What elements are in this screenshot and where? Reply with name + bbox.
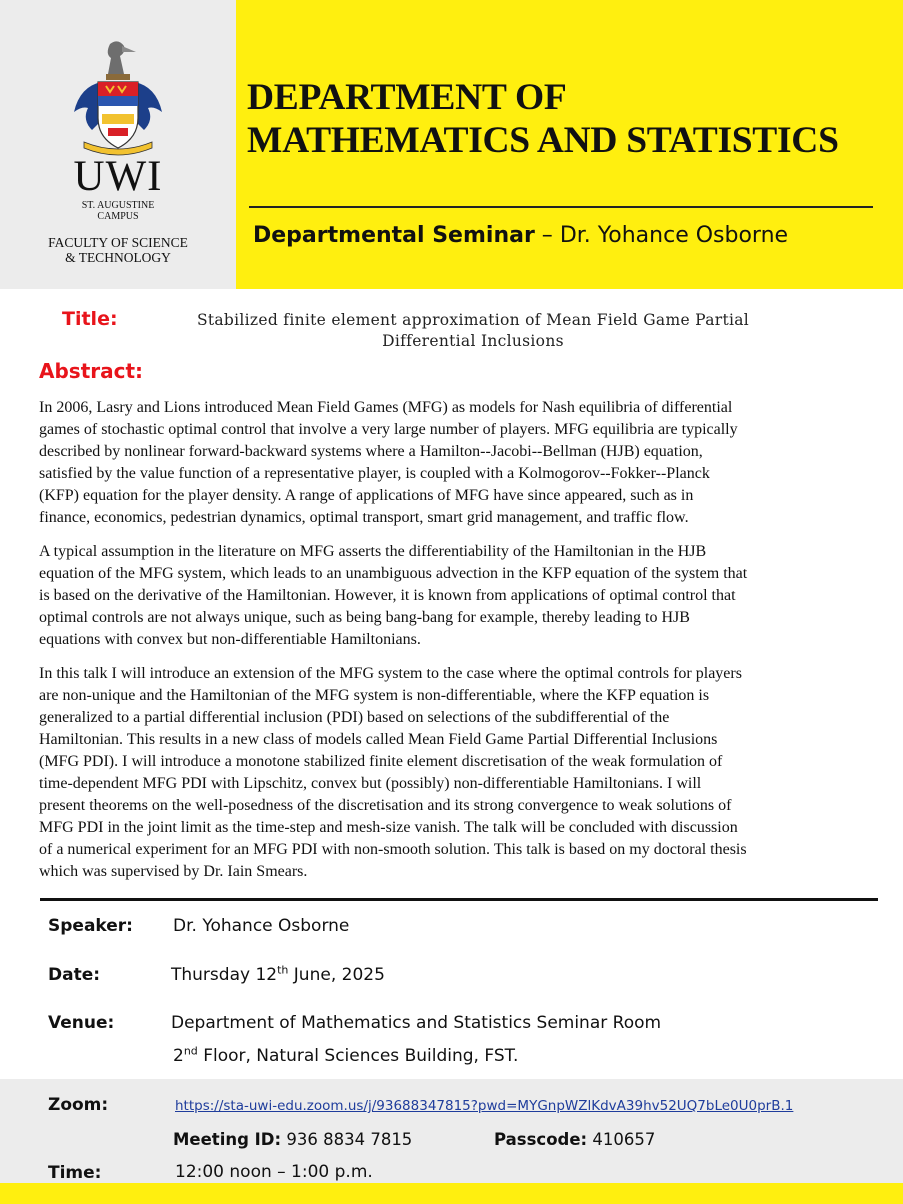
abstract-paragraph: A typical assumption in the literature on MFG asserts the differentiability of the Hamiltonian in the HJB equation of the MFG system, which leads to an unambiguous advection in the KFP equation of the system that is based on the derivative of the Hamiltonian. However, it is known from applications of optimal control that optimal controls are not always unique, such as being bang-bang for example, thereby leading to HJB equations with convex but non-differentiable Hamiltonians. bbox=[39, 543, 748, 648]
title-label: Title: bbox=[62, 308, 118, 330]
date-label: Date: bbox=[48, 965, 101, 985]
venue-line-2: 2nd Floor, Natural Sciences Building, FST. bbox=[173, 1044, 519, 1066]
meeting-id: Meeting ID: 936 8834 7815 bbox=[173, 1130, 413, 1149]
time-value: 12:00 noon – 1:00 p.m. bbox=[175, 1162, 373, 1182]
zoom-label: Zoom: bbox=[48, 1095, 109, 1115]
speaker-label: Speaker: bbox=[48, 916, 133, 936]
speaker-name: Dr. Yohance Osborne bbox=[173, 916, 350, 936]
campus-name: ST. AUGUSTINE CAMPUS bbox=[81, 200, 155, 222]
venue-label: Venue: bbox=[48, 1013, 115, 1033]
uwi-crest-logo bbox=[72, 38, 164, 156]
time-label: Time: bbox=[48, 1163, 102, 1183]
abstract-label: Abstract: bbox=[39, 359, 144, 383]
zoom-band bbox=[0, 1079, 903, 1183]
details-divider bbox=[40, 898, 878, 901]
passcode: Passcode: 410657 bbox=[494, 1130, 656, 1149]
header-divider bbox=[249, 206, 873, 208]
department-title: DEPARTMENT OF MATHEMATICS AND STATISTICS bbox=[247, 77, 839, 161]
abstract-paragraph: In 2006, Lasry and Lions introduced Mean Field Games (MFG) as models for Nash equilibria of differential games of stochastic optimal control that involve a very large number of players. MFG equilibria are typically described by nonlinear forward-backward systems where a Hamilton--Jacobi--Bellman (HJB) equation, satisfied by the value function of a representative player, is coupled with a Kolmogorov--Fokker--Planck (KFP) equation for the player density. A range of applications of MFG have since appeared, such as in finance, economics, pedestrian dynamics, optimal transport, smart grid management, and traffic flow. bbox=[39, 399, 738, 526]
logo-panel bbox=[0, 0, 236, 289]
date-value: Thursday 12th June, 2025 bbox=[171, 963, 385, 985]
talk-title: Stabilized finite element approximation of Mean Field Game Partial Differential Inclusions bbox=[196, 311, 750, 350]
abstract-body bbox=[39, 397, 871, 895]
venue-line-1: Department of Mathematics and Statistics Seminar Room bbox=[171, 1013, 662, 1033]
university-name: UWI bbox=[73, 153, 163, 200]
seminar-heading: Departmental Seminar – Dr. Yohance Osborne bbox=[253, 223, 789, 248]
zoom-link[interactable]: https://sta-uwi-edu.zoom.us/j/93688347815?pwd=MYGnpWZlKdvA39hv52UQ7bLe0U0prB.1 bbox=[175, 1098, 794, 1114]
footer-bar bbox=[0, 1183, 903, 1204]
faculty-name: FACULTY OF SCIENCE & TECHNOLOGY bbox=[48, 235, 188, 265]
abstract-paragraph: In this talk I will introduce an extension of the MFG system to the case where the optimal controls for players are non-unique and the Hamiltonian of the MFG system is non-differentiable, where the KFP equation is generalized to a partial differential inclusion (PDI) based on selections of the subdifferential of the Hamiltonian. This results in a new class of models called Mean Field Game Partial Differential Inclusions (MFG PDI). I will introduce a monotone stabilized finite element discretisation of the weak formulation of time-dependent MFG PDI with Lipschitz, convex but (possibly) non-differentiable Hamiltonians. I will present theorems on the well-posedness of the discretisation and its strong convergence to weak solutions of MFG PDI in the joint limit as the time-step and mesh-size vanish. The talk will be concluded with discussion of a numerical experiment for an MFG PDI with non-smooth solution. This talk is based on my doctoral thesis which was supervised by Dr. Iain Smears. bbox=[39, 665, 747, 880]
